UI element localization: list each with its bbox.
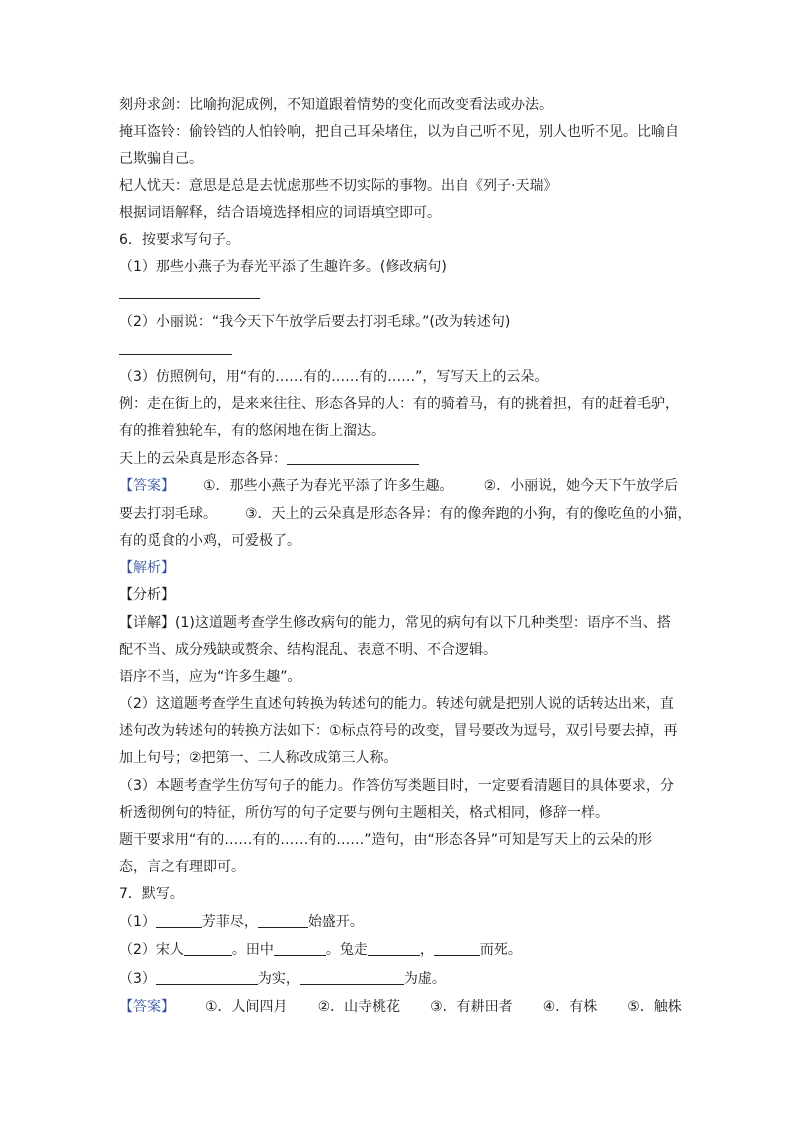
answer-blank-7-2b[interactable] [274,941,326,956]
detail-3-line2: 析透彻例句的特征，所仿写的句子定要与例句主题相关，格式相同，修辞一样。 [119,805,609,821]
q7-1-text-a: 芳菲尽， [201,914,258,930]
q7-1-text-b: 始盛开。 [307,914,364,930]
q7-1-number: （1） [119,914,156,930]
question-7-2 [119,941,522,959]
definition-yanerdaoling-line2: 己欺骗自己。 [119,151,203,167]
answer-blank-7-1a[interactable] [156,913,202,928]
definition-qirenyoutian: 杞人忧天：意思是总是去忧虑那些不切实际的事物。出自《列子·天瑞》 [119,178,558,194]
question-7-title: 7．默写。 [119,886,184,902]
definition-kezhouqiujian: 刻舟求剑：比喻拘泥成例，不知道跟着情势的变化而改变看法或办法。 [119,97,553,113]
example-line2: 有的推着独轮车，有的悠闲地在街上溜达。 [119,423,385,439]
q7-3-text-b: 为虚。 [403,971,446,987]
question-6-fill [119,450,419,468]
definition-yanerdaoling-line1: 掩耳盗铃：偷铃铛的人怕铃响，把自己耳朵堵住，以为自己听不见，别人也听不见。比喻自 [119,124,679,140]
answer-6-item1: ①．那些小燕子为春光平添了许多生趣。 [203,478,454,494]
q7-2-text-b: 。兔走 [325,942,368,958]
answer-blank-7-2a[interactable] [184,941,232,956]
answer-6-line1 [119,477,678,495]
answer-7-tag: 【答案】 [119,999,175,1015]
fill-prompt: 天上的云朵真是形态各异： [119,451,287,467]
answer-blank-7-3a[interactable] [156,970,258,985]
q7-2-text-c: ， [419,942,434,958]
answer-blank-1[interactable] [119,298,260,299]
answer-tag: 【答案】 [119,478,175,494]
answer-blank-7-3b[interactable] [300,970,404,985]
question-6-3: （3）仿照例句，用“有的……有的……有的……”，写写天上的云朵。 [119,369,549,385]
answer-6-line2 [119,505,692,523]
answer-blank-7-2c[interactable] [368,941,420,956]
answer-6-item2-cont: 要去打羽毛球。 [119,506,217,522]
answer-6-line3: 有的觅食的小鸡，可爱极了。 [119,533,301,549]
detail-1-text: (1)这道题考查学生修改病句的能力，常见的病句有以下几种类型：语序不当、搭 [175,615,671,631]
detail-1-line3: 语序不当，应为“许多生趣”。 [119,669,302,685]
detail-1-line1 [119,614,671,632]
detail-2-line3: 加上句号；②把第一、二人称改成第三人称。 [119,750,398,766]
answer-7-item: ②．山寺桃花 [317,999,401,1015]
answer-7-item: ③．有耕田者 [430,999,513,1015]
detail-1-line2: 配不当、成分残缺或赘余、结构混乱、表意不明、不合逻辑。 [119,642,497,658]
answer-7-item: ①．人间四月 [205,999,288,1015]
jiexi-tag: 【解析】 [119,560,175,576]
answer-7-line [119,998,682,1016]
answer-blank-7-1b[interactable] [258,913,308,928]
detail-3-line4: 态，言之有理即可。 [119,859,245,875]
answer-blank-2[interactable] [119,354,232,355]
answer-blank-3[interactable] [287,450,419,465]
question-6-1: （1）那些小燕子为春光平添了生趣许多。(修改病句) [119,259,447,275]
q7-2-number: （2）宋人 [119,942,184,958]
question-7-1 [119,913,364,931]
fenxi-tag: 【分析】 [119,587,175,603]
answer-6-item3: ③．天上的云朵真是形态各异：有的像奔跑的小狗，有的像吃鱼的小猫， [245,506,692,522]
answer-blank-7-2d[interactable] [434,941,480,956]
example-line1: 例：走在街上的，是来来往往、形态各异的人：有的骑着马，有的挑着担，有的赶着毛驴， [119,396,679,412]
xiangjie-tag: 【详解】 [119,615,175,631]
question-6-2: （2）小丽说：“我今天下午放学后要去打羽毛球。”(改为转述句) [119,314,511,330]
answer-7-item: ④．有株 [542,999,598,1015]
detail-3-line3: 题干要求用“有的……有的……有的……”造句，由“形态各异”可知是写天上的云朵的形 [119,832,653,848]
q7-2-text-a: 。田中 [231,942,274,958]
detail-2-line1: （2）这道题考查学生直述句转换为转述句的能力。转述句就是把别人说的话转达出来，直 [119,696,674,712]
question-7-3 [119,970,446,988]
answer-6-item2: ②．小丽说，她今天下午放学后 [483,478,679,494]
detail-3-line1: （3）本题考查学生仿写句子的能力。作答仿写类题目时，一定要看清题目的具体要求，分 [119,778,674,794]
q7-3-text-a: 为实， [257,971,300,987]
question-6-title: 6．按要求写句子。 [119,232,240,248]
q7-3-number: （3） [119,971,156,987]
q7-2-text-d: 而死。 [479,942,522,958]
answer-7-item: ⑤．触株 [627,999,682,1015]
note-text: 根据词语解释，结合语境选择相应的词语填空即可。 [119,205,441,221]
detail-2-line2: 述句改为转述句的转换方法如下：①标点符号的改变，冒号要改为逗号，双引号要去掉，再 [119,723,678,739]
